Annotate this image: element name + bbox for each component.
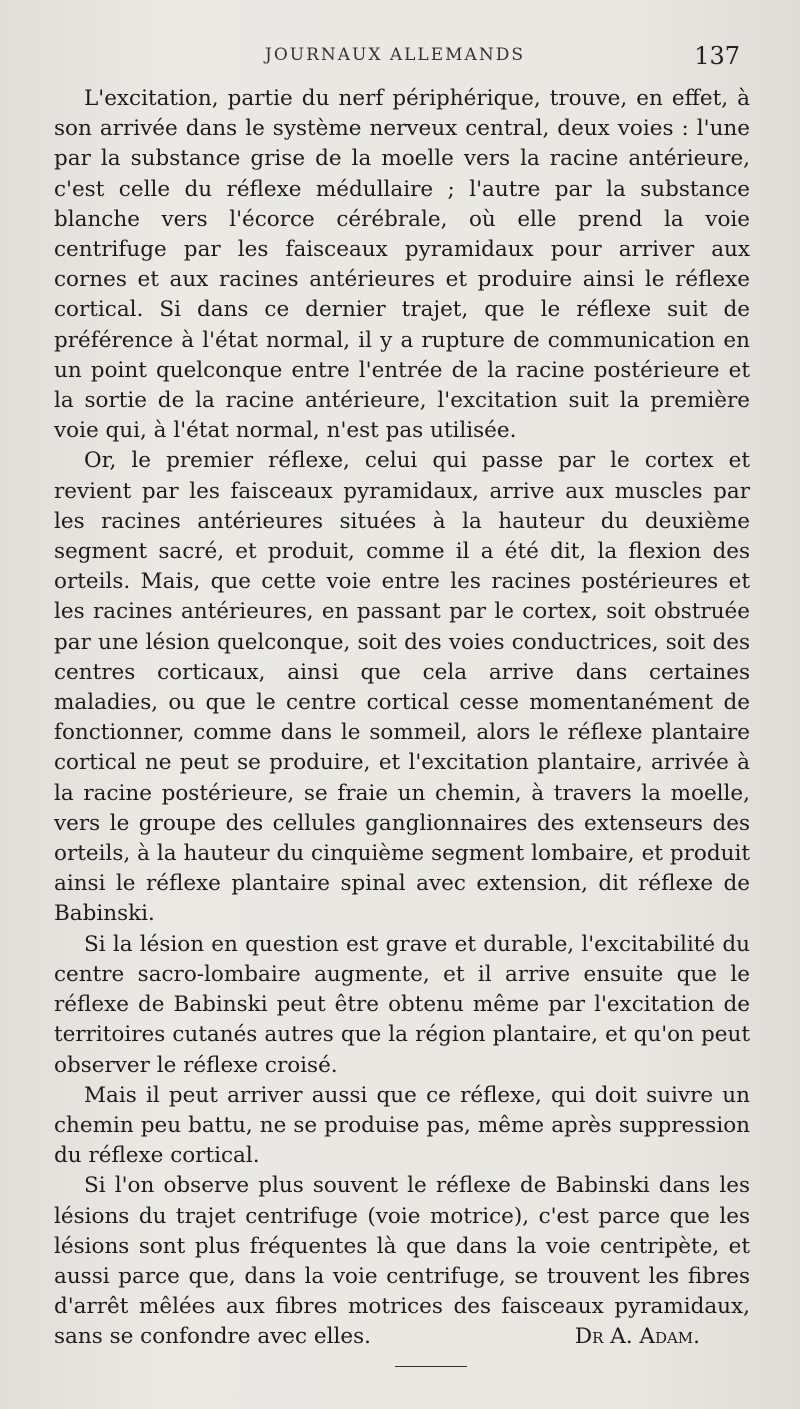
paragraph-text: Si l'on observe plus souvent le réflexe de Babinski dans les lésions du trajet centrifuge (voie motrice), c'est parce que les lésions sont plus fréquentes là que dans la voie centripète, et aussi parce que, dans la voie centrifuge, se trouvent les fibres d'arrêt mêlées aux fibres motrices des faisceaux pyramidaux, sans se confondre avec elles.: [54, 1173, 750, 1350]
paragraph: Or, le premier réflexe, celui qui passe par le cortex et revient par les faisceaux pyramidaux, arrive aux muscles par les racines antérieures situées à la hauteur du deuxième segment sacré, et produit, comme il a été dit, la flexion des orteils. Mais, que cette voie entre les racines postérieures et les racines antérieures, en passant par le cortex, soit obstruée par une lésion quelconque, soit des voies conductrices, soit des centres corticaux, ainsi que cela arrive dans certaines maladies, ou que le centre cortical cesse momentanément de fonctionner, comme dans le sommeil, alors le réflexe plantaire cortical ne peut se produire, et l'excitation plantaire, arrivée à la racine postérieure, se fraie un chemin, à travers la moelle, vers le groupe des cellules ganglionnaires des extenseurs des orteils, à la hauteur du cinquième segment lombaire, et produit ainsi le réflexe plantaire spinal avec extension, dit réflexe de Babinski.: [54, 448, 750, 927]
page-number: 137: [694, 42, 740, 70]
paragraph: L'excitation, partie du nerf périphérique, trouve, en effet, à son arrivée dans le système nerveux central, deux voies : l'une par la substance grise de la moelle vers la racine antérieure, c'est celle du réflexe médullaire ; l'autre par la substance blanche vers l'écorce cérébrale, où elle prend la voie centrifuge par les faisceaux pyramidaux pour arriver aux cornes et aux racines antérieures et produire ainsi le réflexe cortical. Si dans ce dernier trajet, que le réflexe suit de préférence à l'état normal, il y a rupture de communication en un point quelconque entre l'entrée de la racine postérieure et la sortie de la racine antérieure, l'excitation suit la première voie qui, à l'état normal, n'est pas utilisée.: [54, 86, 750, 444]
author-signature: Dr A. Adam.: [574, 1324, 700, 1350]
paragraph: Mais il peut arriver aussi que ce réflexe, qui doit suivre un chemin peu battu, ne se produise pas, même après suppression du réflexe cortical.: [54, 1082, 750, 1169]
footer-rule: [395, 1366, 467, 1367]
body-text: [54, 84, 750, 1353]
running-title: JOURNAUX ALLEMANDS: [265, 45, 525, 65]
paragraph: Si la lésion en question est grave et durable, l'excitabilité du centre sacro-lombaire augmente, et il arrive ensuite que le réflexe de Babinski peut être obtenu même par l'excitation de territoires cutanés autres que la région plantaire, et qu'on peut observer le réflexe croisé.: [54, 931, 750, 1078]
page-header: [50, 40, 740, 80]
paragraph-with-signature: [54, 1171, 750, 1352]
